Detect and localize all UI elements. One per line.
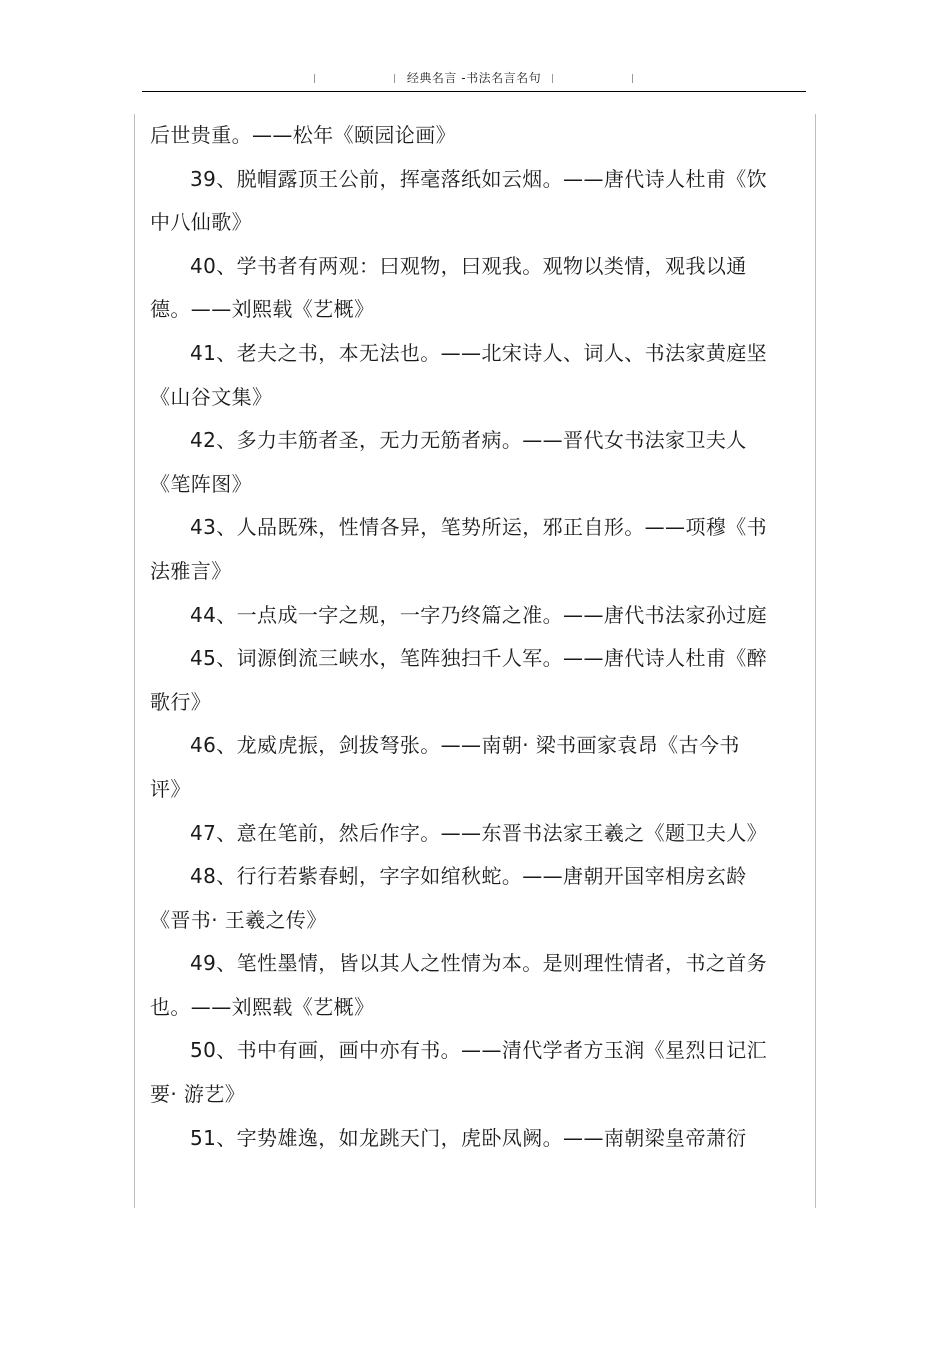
quote-item: 45、词源倒流三峡水，笔阵独扫千人军。——唐代诗人杜甫《醉歌行》	[150, 646, 768, 714]
quote-item: 43、人品既殊，性情各异，笔势所运，邪正自形。——项穆《书法雅言》	[150, 515, 768, 583]
quote-item: 48、行行若紫春蚓，字字如绾秋蛇。——唐朝开国宰相房玄龄《晋书· 王羲之传》	[150, 864, 747, 932]
quote-item: 42、多力丰筋者圣，无力无筋者病。——晋代女书法家卫夫人《笔阵图》	[150, 428, 747, 496]
header-rule	[142, 91, 806, 92]
quote-item: 50、书中有画，画中亦有书。——清代学者方玉润《星烈日记汇要· 游艺》	[150, 1038, 768, 1107]
quote-item: 49、笔性墨情，皆以其人之性情为本。是则理性情者，书之首务也。——刘熙载《艺概》	[150, 951, 768, 1019]
quote-item: 51、字势雄逸，如龙跳天门，虎卧凤阙。——南朝梁皇帝萧衍	[190, 1125, 747, 1150]
right-margin-line	[815, 114, 816, 1208]
quote-item: 39、脱帽露顶王公前，挥毫落纸如云烟。——唐代诗人杜甫《饮中八仙歌》	[150, 166, 768, 235]
quote-item: 40、学书者有两观：曰观物，曰观我。观物以类情，观我以通德。——刘熙载《艺概》	[150, 253, 747, 322]
quote-list	[150, 114, 770, 1160]
quote-item: 47、意在笔前，然后作字。——东晋书法家王羲之《题卫夫人》	[190, 820, 768, 845]
quote-item: 41、老夫之书，本无法也。——北宋诗人、词人、书法家黄庭坚《山谷文集》	[150, 340, 768, 409]
quote-item: 后世贵重。——松年《颐园论画》	[150, 123, 456, 147]
header-title: 经典名言 -书法名言名句	[406, 71, 542, 85]
left-margin-line	[134, 114, 135, 1208]
quote-item: 46、龙威虎振，剑拔弩张。——南朝· 梁书画家袁昂《古今书评》	[150, 733, 740, 801]
quote-item: 44、一点成一字之规，一字乃终篇之准。——唐代书法家孙过庭	[190, 602, 768, 627]
page-header	[142, 64, 806, 92]
